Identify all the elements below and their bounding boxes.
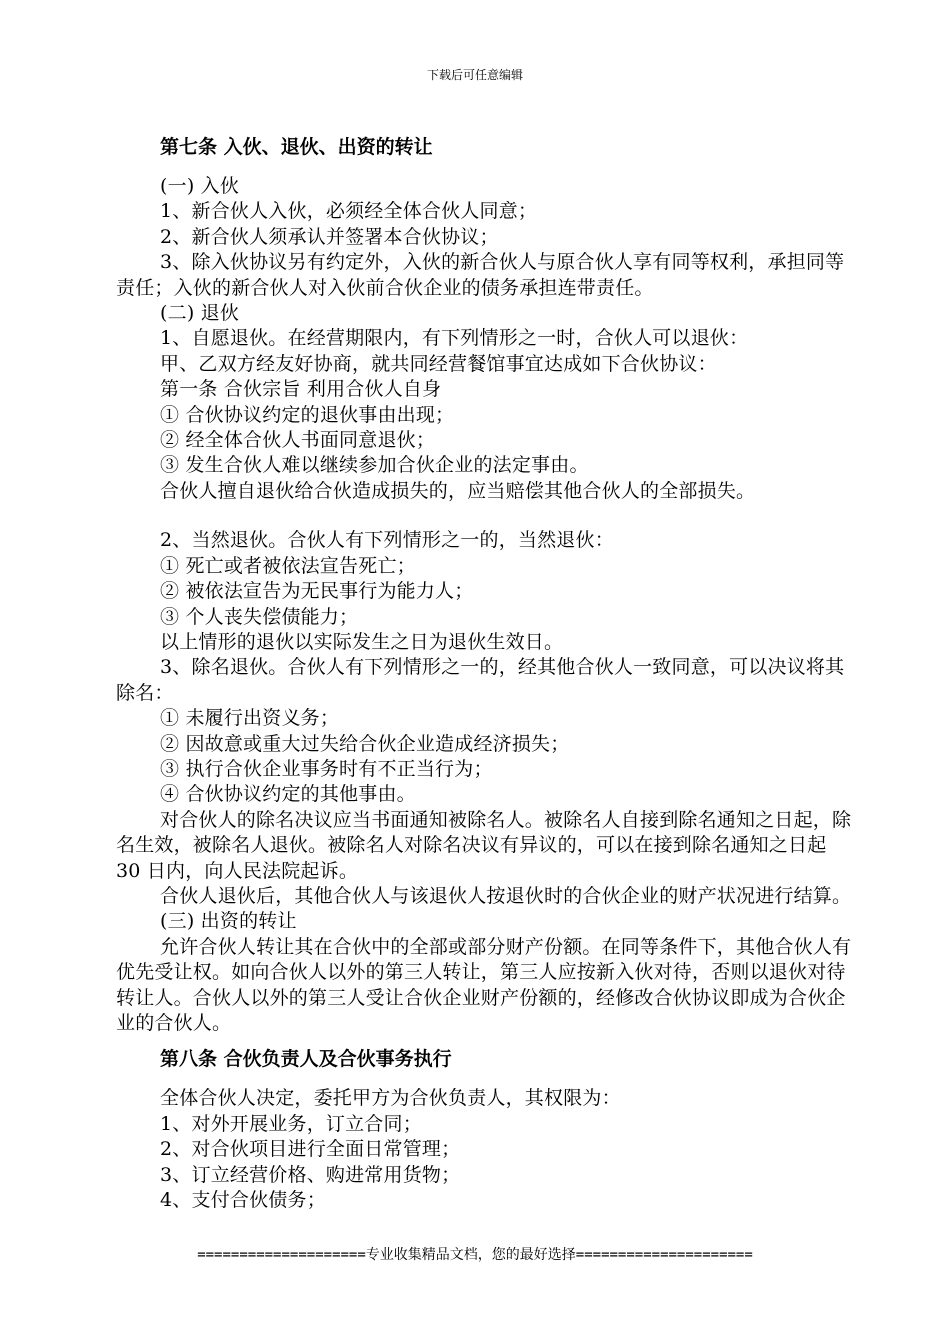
- paragraph: ③ 个人丧失偿债能力；: [160, 605, 359, 628]
- article-7-title: 第七条 入伙、退伙、出资的转让: [160, 136, 433, 158]
- paragraph: 允许合伙人转让其在合伙中的全部或部分财产份额。在同等条件下，其他合伙人有优先受让权。如向合伙人以外的第三人转让，第三人应按新入伙对待，否则以退伙对待转让人。合伙人以外的第三人受让合伙企业财产份额的，经修改合伙协议即成为合伙企业的合伙人。: [116, 935, 852, 1034]
- paragraph: 1、自愿退伙。在经营期限内，有下列情形之一时，合伙人可以退伙：: [160, 327, 749, 350]
- article-8-body: [116, 1086, 856, 1213]
- paragraph: 对合伙人的除名决议应当书面通知被除名人。被除名人自接到除名通知之日起，除名生效，被除名人退伙。被除名人对除名决议有异议的，可以在接到除名通知之日起 30 日内，向人民法院起诉。: [116, 808, 852, 882]
- article-8-title: 第八条 合伙负责人及合伙事务执行: [160, 1048, 452, 1071]
- header-note: 下载后可任意编辑: [426, 68, 523, 82]
- paragraph: 4、支付合伙债务；: [160, 1189, 326, 1212]
- paragraph: 以上情形的退伙以实际发生之日为退伙生效日。: [160, 630, 564, 653]
- paragraph: ④ 合伙协议约定的其他事由。: [160, 783, 416, 806]
- blank-line: [116, 504, 856, 528]
- paragraph: 第一条 合伙宗旨 利用合伙人自身: [160, 378, 442, 401]
- paragraph: 合伙人退伙后，其他合伙人与该退伙人按退伙时的合伙企业的财产状况进行结算。: [160, 884, 852, 907]
- paragraph: (二) 退伙: [160, 302, 240, 325]
- paragraph: ② 因故意或重大过失给合伙企业造成经济损失；: [160, 732, 570, 755]
- paragraph: 1、对外开展业务，订立合同；: [160, 1112, 422, 1135]
- paragraph: 2、新合伙人须承认并签署本合伙协议；: [160, 225, 499, 248]
- paragraph: 合伙人擅自退伙给合伙造成损失的，应当赔偿其他合伙人的全部损失。: [160, 479, 756, 502]
- paragraph: ① 死亡或者被依法宣告死亡；: [160, 554, 416, 577]
- paragraph: ① 合伙协议约定的退伙事由出现；: [160, 403, 455, 426]
- paragraph: 2、当然退伙。合伙人有下列情形之一的，当然退伙：: [160, 529, 614, 552]
- paragraph: ③ 执行合伙企业事务时有不正当行为；: [160, 757, 493, 780]
- paragraph: ① 未履行出资义务；: [160, 707, 340, 730]
- paragraph: 2、对合伙项目进行全面日常管理；: [160, 1138, 461, 1161]
- paragraph: ② 被依法宣告为无民事行为能力人；: [160, 580, 474, 603]
- paragraph: 甲、乙双方经友好协商，就共同经营餐馆事宜达成如下合伙协议：: [160, 352, 717, 375]
- paragraph: 3、除名退伙。合伙人有下列情形之一的，经其他合伙人一致同意，可以决议将其除名：: [116, 656, 845, 704]
- article-7-body: [116, 174, 856, 1036]
- paragraph: (一) 入伙: [160, 175, 240, 197]
- paragraph: 3、除入伙协议另有约定外，入伙的新合伙人与原合伙人享有同等权利，承担同等责任；入伙的新合伙人对入伙前合伙企业的债务承担连带责任。: [116, 251, 845, 299]
- paragraph: ② 经全体合伙人书面同意退伙；: [160, 429, 436, 452]
- paragraph: 全体合伙人决定，委托甲方为合伙负责人，其权限为：: [160, 1087, 621, 1110]
- paragraph: 3、订立经营价格、购进常用货物；: [160, 1163, 461, 1186]
- paragraph: ③ 发生合伙人难以继续参加合伙企业的法定事由。: [160, 454, 589, 477]
- footer-banner: ====================专业收集精品文档，您的最好选择=====================: [197, 1247, 753, 1263]
- paragraph: (三) 出资的转让: [160, 910, 297, 933]
- document-body: [116, 128, 856, 1213]
- paragraph: 1、新合伙人入伙，必须经全体合伙人同意；: [160, 200, 538, 223]
